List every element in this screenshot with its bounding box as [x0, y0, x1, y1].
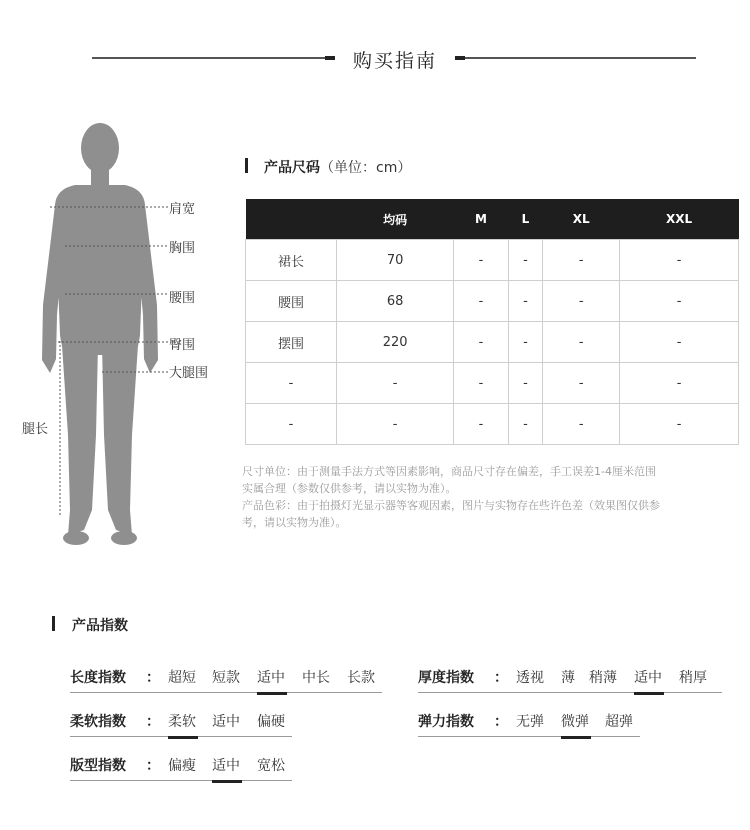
- index-section-marker: [52, 616, 55, 631]
- thickness-selected-marker: [634, 692, 664, 695]
- col-l: L: [508, 199, 543, 240]
- colon: ：: [146, 758, 160, 774]
- length-option: 超短: [168, 670, 196, 686]
- table-cell: -: [620, 363, 739, 404]
- softness-option: 偏硬: [257, 714, 285, 730]
- table-cell: -: [454, 363, 508, 404]
- length-selected-marker: [257, 692, 287, 695]
- label-chest: 胸围: [169, 241, 196, 256]
- row-label: -: [246, 363, 337, 404]
- table-cell: -: [454, 281, 508, 322]
- table-cell: -: [454, 240, 508, 281]
- table-cell: -: [620, 322, 739, 363]
- table-cell: -: [620, 240, 739, 281]
- fit-index-row: [70, 750, 292, 781]
- header-blank: [246, 199, 337, 240]
- table-cell: -: [620, 404, 739, 445]
- note-line: 尺寸单位：由于测量手法方式等因素影响，商品尺寸存在偏差，手工误差1-4厘米范围: [242, 465, 656, 478]
- table-cell: -: [337, 363, 454, 404]
- length-option: 长款: [347, 670, 375, 686]
- header-dash-right: [455, 56, 465, 60]
- table-cell: -: [543, 240, 620, 281]
- thickness-option: 透视: [516, 670, 544, 686]
- fit-selected-marker: [212, 780, 242, 783]
- label-hip: 臀围: [169, 338, 196, 353]
- length-option: 短款: [212, 670, 240, 686]
- length-option-selected: 适中: [257, 670, 285, 686]
- softness-option-selected: 柔软: [168, 714, 196, 730]
- index-section-title: 产品指数: [72, 618, 128, 634]
- table-row: [246, 322, 739, 363]
- thickness-option: 稍厚: [679, 670, 707, 686]
- col-xl: XL: [543, 199, 620, 240]
- thickness-index-row: [418, 662, 722, 693]
- row-label: 裙长: [246, 240, 337, 281]
- elasticity-index-row: [418, 706, 640, 737]
- table-row: [246, 240, 739, 281]
- table-row: [246, 404, 739, 445]
- length-index-label: 长度指数: [70, 670, 126, 686]
- row-label: -: [246, 404, 337, 445]
- table-cell: -: [508, 322, 543, 363]
- thickness-option: 稍薄: [589, 670, 617, 686]
- thickness-index-label: 厚度指数: [418, 670, 474, 686]
- table-cell: -: [543, 322, 620, 363]
- colon: ：: [494, 670, 508, 686]
- label-leg: 腿长: [22, 422, 49, 437]
- table-row: [246, 281, 739, 322]
- size-section-title: [264, 157, 411, 177]
- elasticity-selected-marker: [561, 736, 591, 739]
- elasticity-option: 无弹: [516, 714, 544, 730]
- header-line-left: [92, 57, 325, 59]
- softness-selected-marker: [168, 736, 198, 739]
- table-cell: -: [508, 363, 543, 404]
- softness-index-label: 柔软指数: [70, 714, 126, 730]
- fit-option-selected: 适中: [212, 758, 240, 774]
- table-cell: -: [543, 404, 620, 445]
- table-row: [246, 363, 739, 404]
- size-table-header: [246, 199, 739, 240]
- note-line: 实属合理（参数仅供参考，请以实物为准）。: [242, 482, 457, 495]
- note-line: 产品色彩：由于拍摄灯光显示器等客观因素，图片与实物存在些许色差（效果图仅供参: [242, 499, 660, 512]
- fit-option: 偏瘦: [168, 758, 196, 774]
- table-cell: -: [508, 404, 543, 445]
- table-cell: 70: [337, 240, 454, 281]
- elasticity-index-label: 弹力指数: [418, 714, 474, 730]
- size-unit: （单位：cm）: [320, 160, 412, 176]
- label-shoulder: 肩宽: [169, 202, 196, 217]
- header-line-right: [465, 57, 696, 59]
- col-m: M: [454, 199, 508, 240]
- table-cell: -: [454, 322, 508, 363]
- table-cell: -: [543, 281, 620, 322]
- header-dash-left: [325, 56, 335, 60]
- row-label: 腰围: [246, 281, 337, 322]
- col-xxl: XXL: [620, 199, 739, 240]
- elasticity-option: 超弹: [605, 714, 633, 730]
- fit-option: 宽松: [257, 758, 285, 774]
- size-table: [245, 199, 739, 445]
- table-cell: 68: [337, 281, 454, 322]
- size-section-marker: [245, 158, 248, 173]
- size-note: [242, 463, 747, 531]
- page-title: 购买指南: [352, 50, 437, 72]
- table-cell: -: [620, 281, 739, 322]
- colon: ：: [146, 714, 160, 730]
- colon: ：: [146, 670, 160, 686]
- col-one-size: 均码: [337, 199, 454, 240]
- row-label: 摆围: [246, 322, 337, 363]
- colon: ：: [494, 714, 508, 730]
- label-waist: 腰围: [169, 291, 196, 306]
- table-cell: -: [543, 363, 620, 404]
- softness-option: 适中: [212, 714, 240, 730]
- thickness-option: 薄: [561, 670, 575, 686]
- length-option: 中长: [302, 670, 330, 686]
- table-cell: -: [454, 404, 508, 445]
- fit-index-label: 版型指数: [70, 758, 126, 774]
- elasticity-option-selected: 微弹: [561, 714, 589, 730]
- note-line: 考，请以实物为准）。: [242, 516, 347, 529]
- table-cell: -: [508, 240, 543, 281]
- size-title-text: 产品尺码: [264, 160, 320, 176]
- table-cell: -: [337, 404, 454, 445]
- table-cell: -: [508, 281, 543, 322]
- label-thigh: 大腿围: [169, 366, 209, 381]
- softness-index-row: [70, 706, 292, 737]
- thickness-option-selected: 适中: [634, 670, 662, 686]
- length-index-row: [70, 662, 382, 693]
- table-cell: 220: [337, 322, 454, 363]
